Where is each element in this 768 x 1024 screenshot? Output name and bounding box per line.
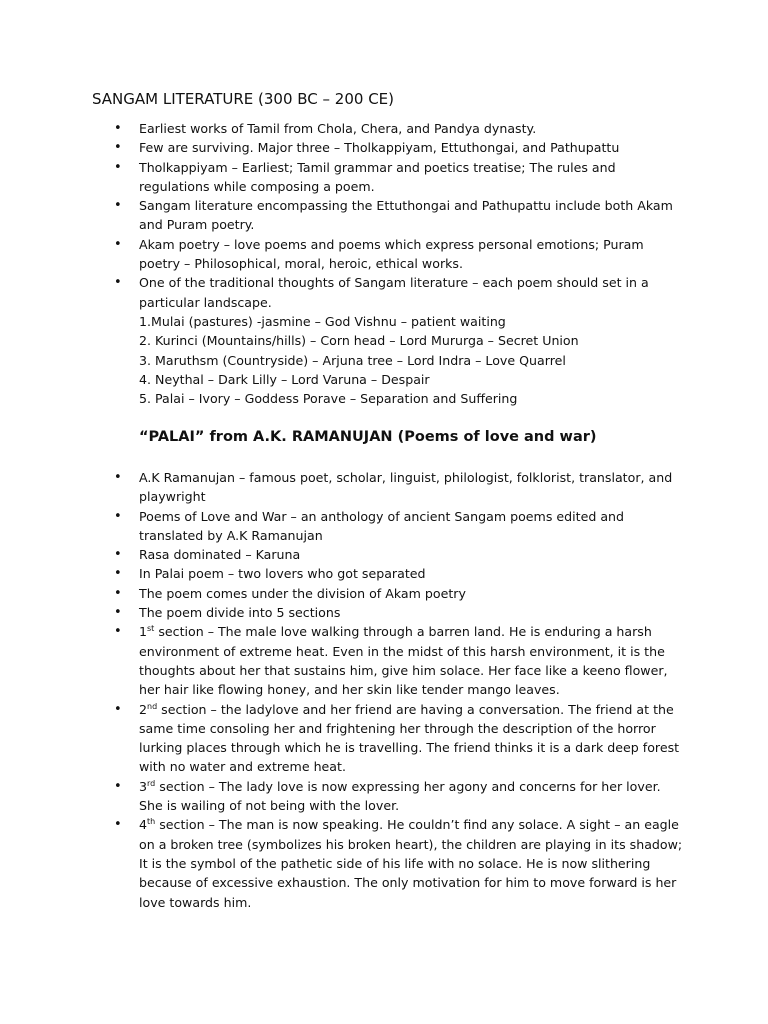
list-item: • Rasa dominated – Karuna bbox=[0, 545, 684, 564]
landscape-line: 5. Palai – Ivory – Goddess Porave – Separation and Suffering bbox=[139, 391, 518, 407]
section-summary-item: • 2nd section – the ladylove and her friend are having a conversation. The friend at the same time consoling her and frightening her through the description of the horror lurking places through which he is travelling. The friend thinks it is a dark deep forest with no water and extreme heat. bbox=[114, 701, 680, 775]
list-item: • The poem comes under the division of Akam poetry bbox=[0, 584, 684, 603]
section-summary-item: • 3rd section – The lady love is now expressing her agony and concerns for her lover. She is wailing of not being with the lover. bbox=[114, 778, 661, 814]
landscape-line: 4. Neythal – Dark Lilly – Lord Varuna – Despair bbox=[139, 371, 430, 387]
section-summary-item: • 4th section – The man is now speaking. He couldn’t find any solace. A sight – an eagle on a broken tree (symbolizes his broken heart), the children are playing in its shadow; It is the symbol of the pathetic side of his life with no solace. He is now slithering because of excessive exhaustion. The only motivation for him to move forward is her love towards him. bbox=[114, 817, 683, 910]
bullet-icon: • bbox=[114, 470, 122, 485]
list-item: • The poem divide into 5 sections bbox=[0, 603, 684, 622]
bullet-icon: • bbox=[114, 624, 122, 640]
bullet-icon: • bbox=[114, 701, 122, 717]
bullet-icon: • bbox=[114, 275, 122, 291]
section-summary-item: • 1st section – The male love walking through a barren land. He is enduring a harsh environment of extreme heat. Even in the midst of this harsh environment, it is the thoughts about her that sustains him, give him solace. Her face like a keeno flower, her hair like flowing honey, and her skin like tender mango leaves. bbox=[114, 624, 668, 698]
bullet-icon: • bbox=[114, 140, 122, 156]
sangam-bullet-list bbox=[0, 119, 768, 408]
list-item: • A.K Ramanujan – famous poet, scholar, linguist, philologist, folklorist, translator, and playwright bbox=[114, 470, 673, 505]
bullet-icon: • bbox=[114, 121, 122, 136]
list-item: • Poems of Love and War – an anthology of ancient Sangam poems edited and translated by A.K Ramanujan bbox=[114, 508, 625, 543]
list-item: • Sangam literature encompassing the Ettuthongai and Pathupattu include both Akam and Puram poetry. bbox=[114, 198, 673, 233]
bullet-icon: • bbox=[114, 778, 122, 794]
landscape-line: 2. Kurinci (Mountains/hills) – Corn head – Lord Mururga – Secret Union bbox=[139, 333, 579, 349]
list-item: • Earliest works of Tamil from Chola, Chera, and Pandya dynasty. bbox=[0, 119, 684, 138]
bullet-icon: • bbox=[114, 159, 122, 175]
palai-heading: “PALAI” from A.K. RAMANUJAN (Poems of love and war) bbox=[139, 429, 597, 445]
bullet-icon: • bbox=[114, 547, 122, 563]
bullet-icon: • bbox=[114, 236, 122, 252]
landscape-line: 3. Maruthsm (Countryside) – Arjuna tree – Lord Indra – Love Quarrel bbox=[139, 352, 566, 368]
palai-bullet-list bbox=[0, 468, 768, 912]
sangam-literature-heading: SANGAM LITERATURE (300 BC – 200 CE) bbox=[92, 90, 395, 108]
list-item: • Few are surviving. Major three – Tholkappiyam, Ettuthongai, and Pathupattu bbox=[0, 138, 684, 157]
list-item: • One of the traditional thoughts of Sangam literature – each poem should set in a particular landscape. 1.Mulai (pastures) -jasmine – God Vishnu – patient waiting 2. Kurinci (Mountains/hills) – Corn head – Lord Mururga – Secret Union 3. Maruthsm (Countryside) – Arjuna tree – Lord Indra – Love Quarrel 4. Neythal – Dark Lilly – Lord Varuna – Despair 5. Palai – Ivory – Goddess Porave – Separation and Suffering bbox=[0, 273, 684, 408]
list-item: • In Palai poem – two lovers who got separated bbox=[0, 564, 684, 583]
list-item: • Akam poetry – love poems and poems which express personal emotions; Puram poetry – Philosophical, moral, heroic, ethical works. bbox=[114, 236, 644, 272]
list-item: • Tholkappiyam – Earliest; Tamil grammar and poetics treatise; The rules and regulations while composing a poem. bbox=[114, 159, 616, 194]
bullet-icon: • bbox=[114, 605, 122, 621]
landscape-line: 1.Mulai (pastures) -jasmine – God Vishnu – patient waiting bbox=[139, 313, 506, 329]
bullet-icon: • bbox=[114, 508, 122, 524]
bullet-icon: • bbox=[114, 566, 122, 582]
bullet-icon: • bbox=[114, 198, 122, 214]
bullet-icon: • bbox=[114, 817, 122, 833]
bullet-icon: • bbox=[114, 585, 122, 601]
